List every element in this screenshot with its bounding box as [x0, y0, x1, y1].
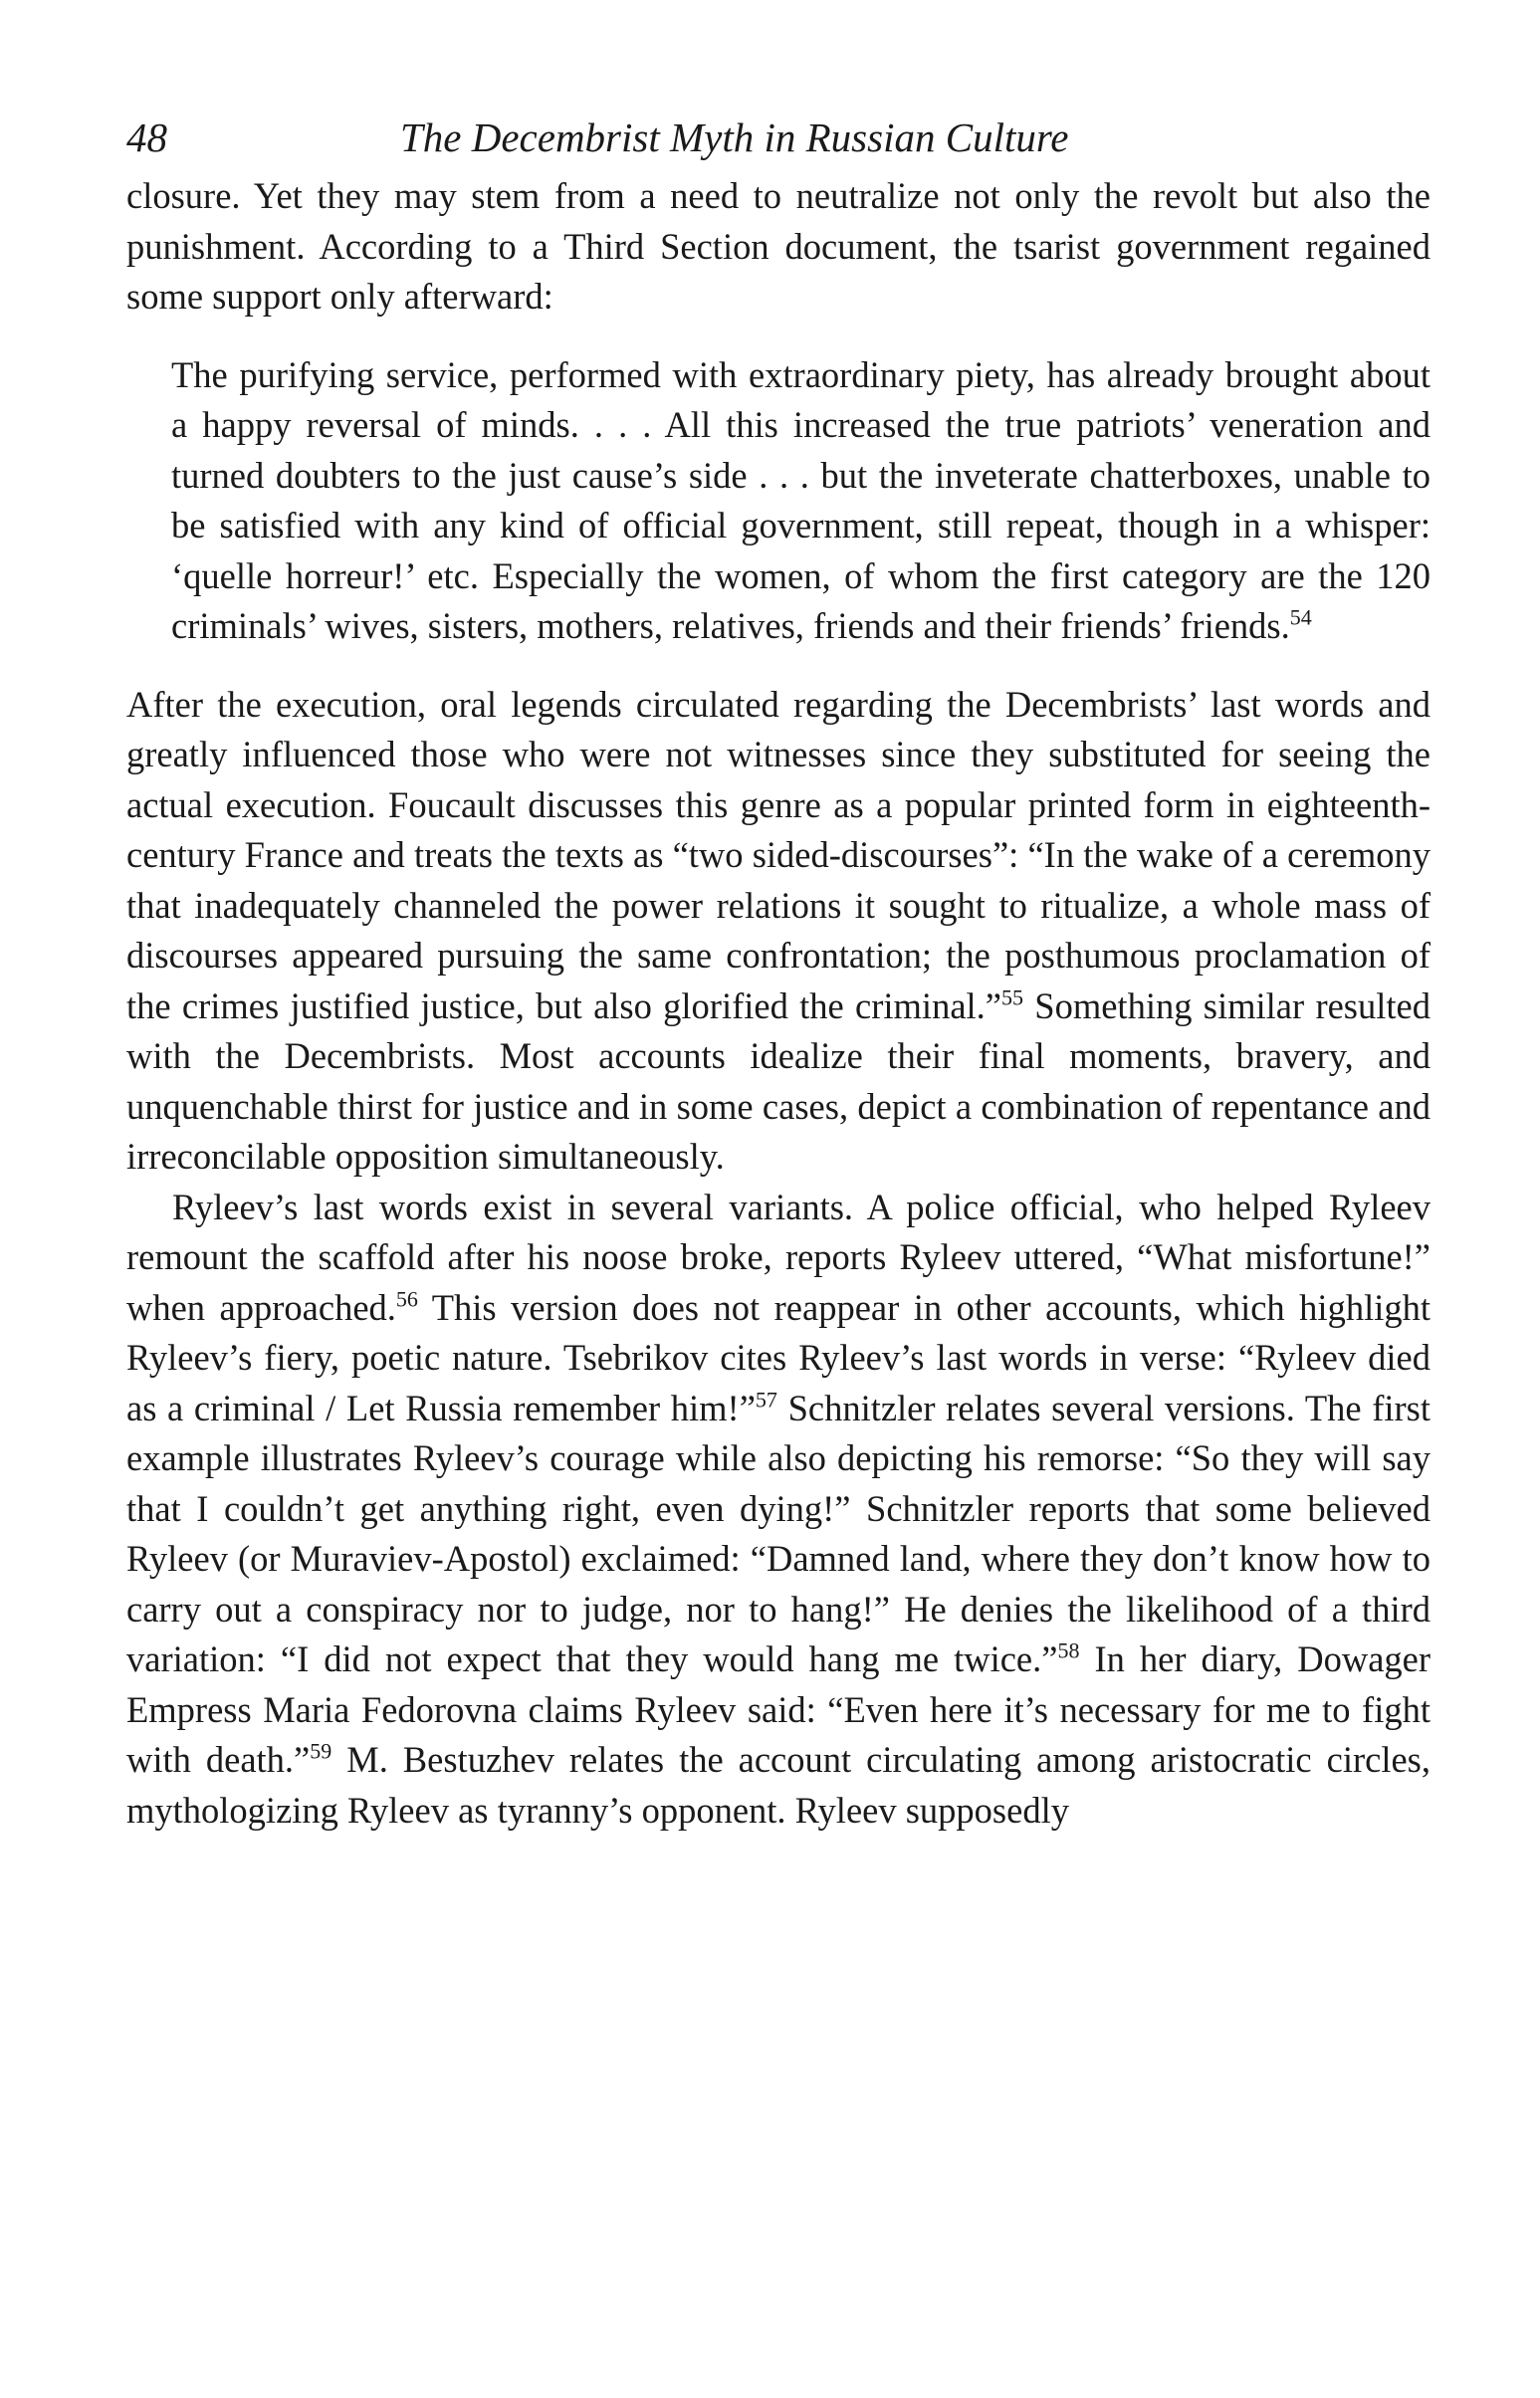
- footnote-marker-58: 58: [1057, 1637, 1080, 1663]
- block-quote-text: The purifying service, performed with extraordinary piety, has already brought about a happy reversal of minds. . . . All this increased the true patriots’ veneration and turned doubters to the just cause’s side . . . but the inveterate chatterboxes, unable to be satisfied with any kind of official government, still repeat, though in a whisper: ‘quelle horreur!’ etc. Especially the women, of whom the first category are the 120 criminals’ wives, sisters, mothers, relatives, friends and their friends’ friends.: [171, 353, 1430, 646]
- footnote-marker-56: 56: [395, 1285, 418, 1311]
- footnote-marker-54: 54: [1289, 604, 1312, 630]
- footnote-marker-55: 55: [1000, 983, 1023, 1009]
- paragraph-text: After the execution, oral legends circulated regarding the Decembrists’ last words and greatly influenced those who were not witnesses since they substituted for seeing the actual execution. Foucault discusses this genre as a popular printed form in eighteenth-century France and treats the texts as “two sided-discourses”: “In the wake of a ceremony that inadequately channeled the power relations it sought to ritualize, a whole mass of discourses appeared pursuing the same confrontation; the posthumous proclamation of the crimes justified justice, but also glorified the criminal.”: [126, 683, 1430, 1026]
- paragraph-continuation: [126, 171, 1430, 323]
- paragraph-last-words-legends: [126, 680, 1430, 1183]
- paragraph-text: M. Bestuzhev relates the account circulating among aristocratic circles, mythologizing Ryleev as tyranny’s opponent. Ryleev supposedly: [126, 1739, 1430, 1831]
- page-number: 48: [126, 114, 167, 160]
- paragraph-continuation-text: closure. Yet they may stem from a need to neutralize not only the revolt but also the punishment. According to a Third Section document, the tsarist government regained some support only afterward:: [126, 175, 1430, 317]
- block-quote: [171, 350, 1430, 652]
- paragraph-ryleev-last-words: [126, 1183, 1430, 1837]
- paragraph-text: Schnitzler relates several versions. The first example illustrates Ryleev’s courage while also depicting his remorse: “So they will say that I couldn’t get anything right, even dying!” Schnitzler reports that some believed Ryleev (or Muraviev-Apostol) exclaimed: “Damned land, where they don’t know how to carry out a conspiracy nor to judge, nor to hang!” He denies the likelihood of a third variation: “I did not expect that they would hang me twice.”: [126, 1387, 1430, 1679]
- book-title: The Decembrist Myth in Russian Culture: [400, 114, 1069, 160]
- paragraph-text: This version does not reappear in other accounts, which highlight Ryleev’s fiery, poetic nature. Tsebrikov cites Ryleev’s last words in verse: “Ryleev died as a criminal / Let Russia remember him!”: [126, 1286, 1430, 1428]
- paragraph-text: Ryleev’s last words exist in several variants. A police official, who helped Ryleev remount the scaffold after his noose broke, reports Ryleev uttered, “What misfortune!” when approached.: [126, 1186, 1430, 1328]
- paragraph-text: In her diary, Dowager Empress Maria Fedorovna claims Ryleev said: “Even here it’s necessary for me to fight with death.”: [126, 1638, 1430, 1780]
- book-page: [126, 109, 1430, 1836]
- footnote-marker-59: 59: [310, 1738, 332, 1764]
- paragraph-text: Something similar resulted with the Decembrists. Most accounts idealize their final moments, bravery, and unquenchable thirst for justice and in some cases, depict a combination of repentance and irreconcilable opposition simultaneously.: [126, 984, 1430, 1177]
- footnote-marker-57: 57: [755, 1386, 777, 1412]
- running-head: [126, 109, 1430, 165]
